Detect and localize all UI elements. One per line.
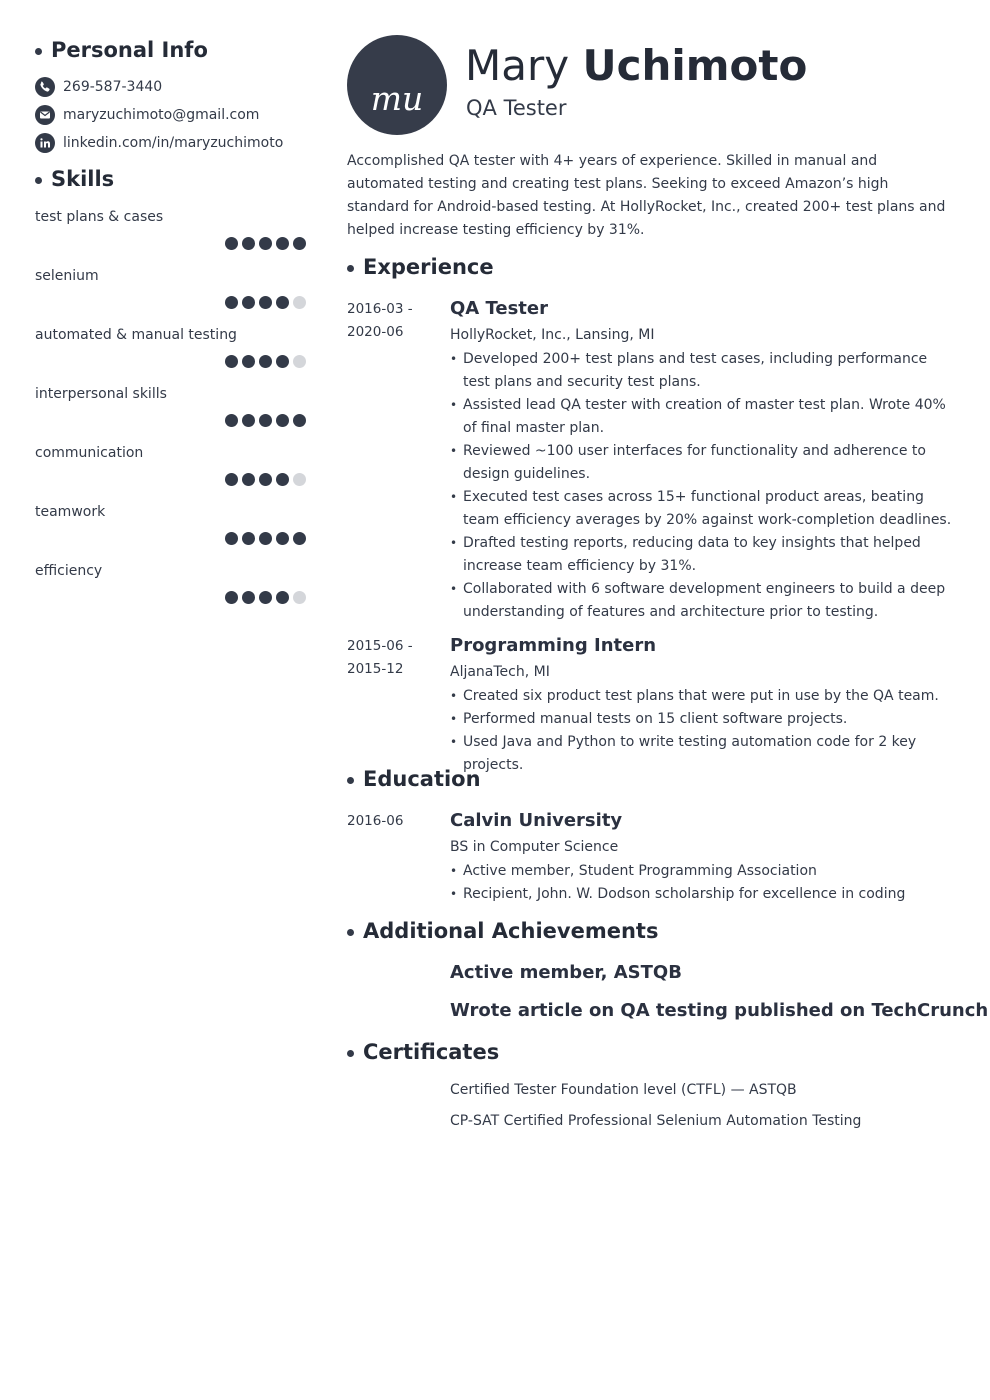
skill-rating (225, 473, 306, 486)
skill-rating (225, 591, 306, 604)
experience-heading: Experience (363, 255, 494, 279)
rating-dot-filled-icon (259, 237, 272, 250)
rating-dot-filled-icon (276, 355, 289, 368)
job-title: QA Tester (450, 298, 548, 319)
full-name (465, 38, 807, 94)
list-item: • Used Java and Python to write testing automation code for 2 key projects. (450, 731, 955, 777)
achievement-item: Wrote article on QA testing published on TechCrunch (450, 1000, 989, 1021)
job-bullets (450, 685, 955, 777)
rating-dot-empty-icon (293, 355, 306, 368)
school-name: Calvin University (450, 810, 623, 831)
rating-dot-filled-icon (242, 414, 255, 427)
skill-name: automated & manual testing (35, 327, 237, 343)
list-item: • Executed test cases across 15+ functional product areas, beating team efficiency averages by 20% against work-completion deadlines. (450, 486, 955, 532)
rating-dot-filled-icon (225, 355, 238, 368)
contact-phone (35, 77, 162, 97)
first-name: Mary (465, 41, 570, 90)
section-bullet-icon (347, 265, 354, 272)
job-date: 2015-06 - 2015-12 (347, 638, 413, 677)
email-icon (35, 105, 55, 125)
certificate-item: CP-SAT Certified Professional Selenium Automation Testing (450, 1113, 862, 1129)
rating-dot-filled-icon (225, 591, 238, 604)
phone-number[interactable]: 269-587-3440 (63, 79, 163, 95)
contact-linkedin (35, 133, 283, 153)
rating-dot-filled-icon (242, 296, 255, 309)
rating-dot-filled-icon (242, 473, 255, 486)
linkedin-url[interactable]: linkedin.com/in/maryzuchimoto (63, 135, 284, 151)
section-bullet-icon (35, 177, 42, 184)
rating-dot-filled-icon (276, 532, 289, 545)
rating-dot-filled-icon (293, 237, 306, 250)
rating-dot-filled-icon (242, 355, 255, 368)
rating-dot-filled-icon (276, 473, 289, 486)
rating-dot-empty-icon (293, 473, 306, 486)
education-bullets (450, 860, 955, 906)
list-item: • Reviewed ~100 user interfaces for functionality and adherence to design guidelines. (450, 440, 955, 486)
skill-name: selenium (35, 268, 99, 284)
skill-name: efficiency (35, 563, 103, 579)
rating-dot-filled-icon (259, 414, 272, 427)
job-title-header: QA Tester (466, 96, 567, 120)
job-date: 2016-03 - 2020-06 (347, 301, 413, 340)
list-item: • Assisted lead QA tester with creation of master test plan. Wrote 40% of final master plan. (450, 394, 955, 440)
personal-info-heading: Personal Info (51, 38, 208, 62)
monogram-initials: mu (370, 79, 424, 118)
skill-rating (225, 296, 306, 309)
rating-dot-filled-icon (259, 296, 272, 309)
job-title: Programming Intern (450, 635, 657, 656)
rating-dot-filled-icon (225, 237, 238, 250)
contact-email (35, 105, 259, 125)
rating-dot-filled-icon (225, 414, 238, 427)
section-bullet-icon (35, 48, 42, 55)
rating-dot-filled-icon (259, 591, 272, 604)
rating-dot-filled-icon (276, 296, 289, 309)
skill-rating (225, 532, 306, 545)
rating-dot-filled-icon (276, 237, 289, 250)
rating-dot-filled-icon (242, 532, 255, 545)
skill-rating (225, 237, 306, 250)
education-heading: Education (363, 767, 481, 791)
rating-dot-empty-icon (293, 591, 306, 604)
rating-dot-filled-icon (276, 414, 289, 427)
achievement-item: Active member, ASTQB (450, 962, 682, 983)
skill-rating (225, 414, 306, 427)
skill-name: interpersonal skills (35, 386, 167, 402)
email-address[interactable]: maryzuchimoto@gmail.com (63, 107, 260, 123)
list-item: • Active member, Student Programming Association (450, 860, 955, 883)
skill-name: test plans & cases (35, 209, 164, 225)
skill-name: teamwork (35, 504, 106, 520)
rating-dot-filled-icon (259, 355, 272, 368)
rating-dot-filled-icon (225, 532, 238, 545)
rating-dot-filled-icon (293, 532, 306, 545)
rating-dot-filled-icon (242, 237, 255, 250)
rating-dot-filled-icon (242, 591, 255, 604)
profile-summary: Accomplished QA tester with 4+ years of experience. Skilled in manual and automated testing and creating test plans. Seeking to exceed Amazon’s high standard for Android-based testing. At HollyRocket, Inc., created 200+ test plans and helped increase testing efficiency by 31%. (347, 153, 946, 238)
section-bullet-icon (347, 777, 354, 784)
degree: BS in Computer Science (450, 839, 619, 855)
job-bullets (450, 348, 955, 624)
list-item: • Collaborated with 6 software development engineers to build a deep understanding of features and architecture prior to testing. (450, 578, 955, 624)
section-bullet-icon (347, 929, 354, 936)
phone-icon (35, 77, 55, 97)
avatar-monogram (347, 35, 447, 135)
achievements-heading: Additional Achievements (363, 919, 659, 943)
rating-dot-filled-icon (259, 532, 272, 545)
rating-dot-filled-icon (276, 591, 289, 604)
skill-rating (225, 355, 306, 368)
rating-dot-empty-icon (293, 296, 306, 309)
certificates-heading: Certificates (363, 1040, 500, 1064)
rating-dot-filled-icon (225, 296, 238, 309)
rating-dot-filled-icon (259, 473, 272, 486)
skill-name: communication (35, 445, 144, 461)
linkedin-icon (35, 133, 55, 153)
education-date: 2016-06 (347, 813, 404, 829)
job-company: HollyRocket, Inc., Lansing, MI (450, 327, 655, 343)
list-item: • Created six product test plans that were put in use by the QA team. (450, 685, 955, 708)
rating-dot-filled-icon (293, 414, 306, 427)
rating-dot-filled-icon (225, 473, 238, 486)
list-item: • Performed manual tests on 15 client software projects. (450, 708, 955, 731)
certificate-item: Certified Tester Foundation level (CTFL) — ASTQB (450, 1082, 797, 1098)
list-item: • Developed 200+ test plans and test cases, including performance test plans and security test plans. (450, 348, 955, 394)
list-item: • Recipient, John. W. Dodson scholarship for excellence in coding (450, 883, 955, 906)
skills-heading: Skills (51, 167, 115, 191)
list-item: • Drafted testing reports, reducing data to key insights that helped increase team efficiency by 31%. (450, 532, 955, 578)
section-bullet-icon (347, 1050, 354, 1057)
last-name: Uchimoto (582, 41, 808, 90)
job-company: AljanaTech, MI (450, 664, 550, 680)
